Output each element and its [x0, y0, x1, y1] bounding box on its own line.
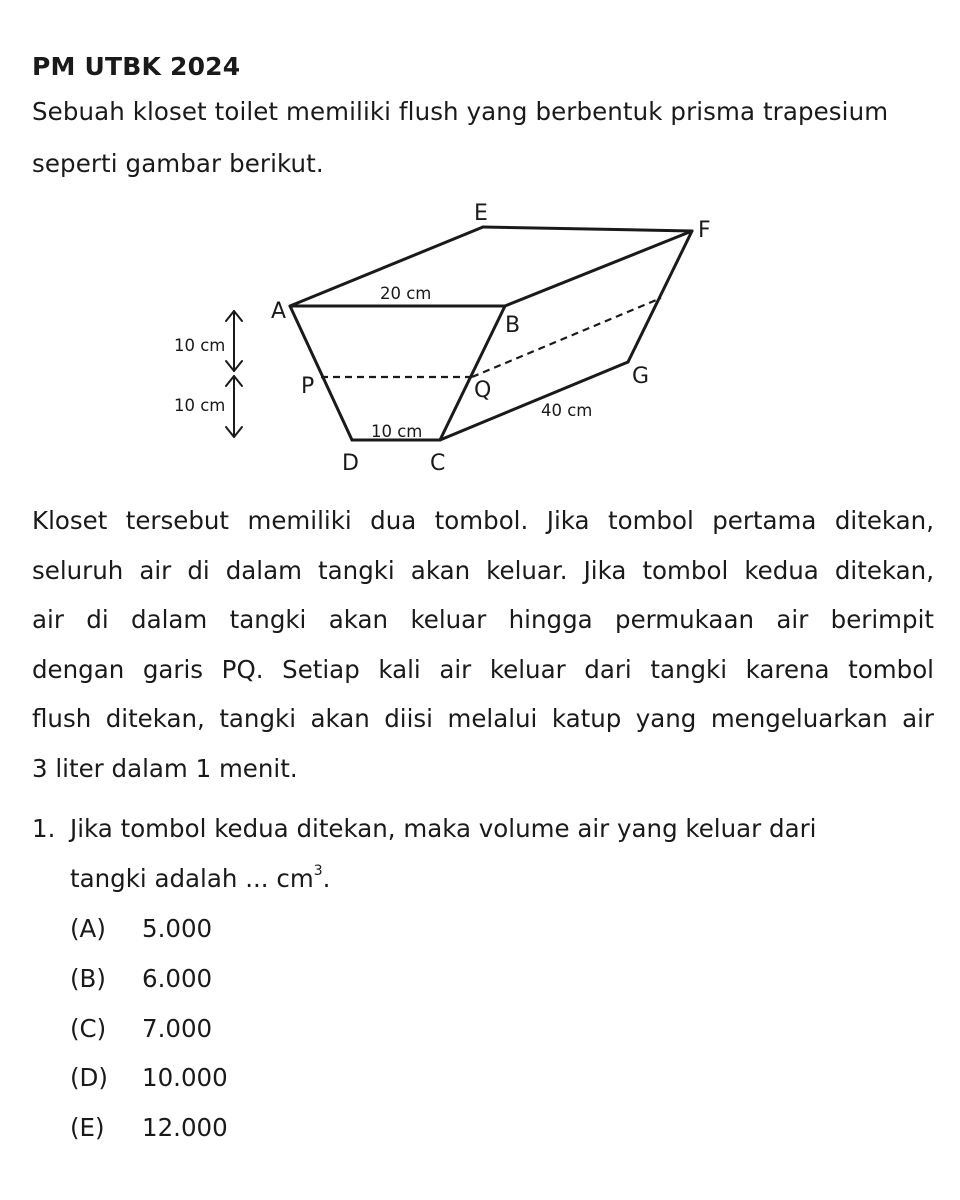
edge-cg	[440, 362, 628, 440]
option-value: 12.000	[142, 1113, 228, 1143]
top-edge-measure: 20 cm	[380, 284, 432, 303]
unit-exponent: 3	[313, 863, 323, 879]
edge-bf	[505, 231, 692, 306]
description-line: air di dalam tangki akan keluar hingga permukaan air berimpit	[32, 605, 934, 635]
option-letter: (C)	[70, 1013, 107, 1043]
option-e[interactable]	[70, 1103, 228, 1153]
option-c[interactable]	[70, 1004, 228, 1054]
description-line: seluruh air di dalam tangki akan keluar. Jika tombol kedua ditekan,	[32, 555, 934, 585]
prism-diagram	[0, 180, 960, 480]
bottom-edge-measure: 10 cm	[371, 422, 423, 441]
option-d[interactable]	[70, 1053, 228, 1103]
question-line-prefix: tangki adalah ... cm	[70, 864, 314, 893]
vertex-d-label: D	[342, 451, 359, 476]
option-value: 10.000	[142, 1063, 228, 1093]
edge-ef	[483, 227, 692, 231]
option-a[interactable]	[70, 904, 228, 954]
intro-line: Sebuah kloset toilet memiliki flush yang berbentuk prisma trapesium	[32, 97, 889, 126]
description-line: flush ditekan, tangki akan diisi melalui katup yang mengeluarkan air	[32, 704, 934, 734]
question-number: 1.	[32, 814, 56, 843]
trapezoid-prism-figure	[0, 180, 960, 480]
height-upper-measure: 10 cm	[174, 336, 226, 355]
vertex-f-label: F	[698, 218, 711, 243]
height-arrow-upper	[226, 311, 242, 371]
intro-paragraph	[32, 86, 932, 190]
question-line-suffix: .	[322, 864, 331, 893]
option-letter: (E)	[70, 1113, 105, 1143]
question-line	[70, 854, 920, 904]
description-line: dengan garis PQ. Setiap kali air keluar dari tangki karena tombol	[32, 654, 934, 684]
vertex-c-label: C	[430, 451, 446, 476]
answer-options	[70, 904, 228, 1153]
vertex-b-label: B	[505, 313, 521, 338]
intro-line: seperti gambar berikut.	[32, 149, 324, 178]
option-letter: (A)	[70, 914, 106, 943]
option-b[interactable]	[70, 954, 228, 1004]
edge-bc	[440, 306, 505, 440]
edge-fg	[628, 231, 692, 362]
option-value: 6.000	[142, 963, 213, 993]
height-lower-measure: 10 cm	[174, 396, 226, 415]
height-arrow-lower	[226, 376, 242, 437]
option-value: 7.000	[142, 1013, 213, 1043]
depth-measure: 40 cm	[541, 401, 593, 420]
problem-description	[32, 496, 934, 794]
vertex-e-label: E	[474, 201, 488, 226]
vertex-q-label: Q	[474, 378, 492, 403]
option-letter: (B)	[70, 963, 106, 993]
vertex-g-label: G	[632, 364, 650, 389]
description-line: 3 liter dalam 1 menit.	[32, 753, 298, 783]
question-text	[70, 804, 920, 904]
question-line: Jika tombol kedua ditekan, maka volume air yang keluar dari	[70, 814, 817, 843]
exam-title: PM UTBK 2024	[32, 52, 241, 81]
vertex-p-label: P	[301, 374, 315, 399]
option-value: 5.000	[142, 914, 213, 943]
description-line: Kloset tersebut memiliki dua tombol. Jika tombol pertama ditekan,	[32, 506, 934, 535]
option-letter: (D)	[70, 1063, 108, 1093]
edge-da	[290, 306, 352, 440]
vertex-a-label: A	[271, 299, 287, 324]
